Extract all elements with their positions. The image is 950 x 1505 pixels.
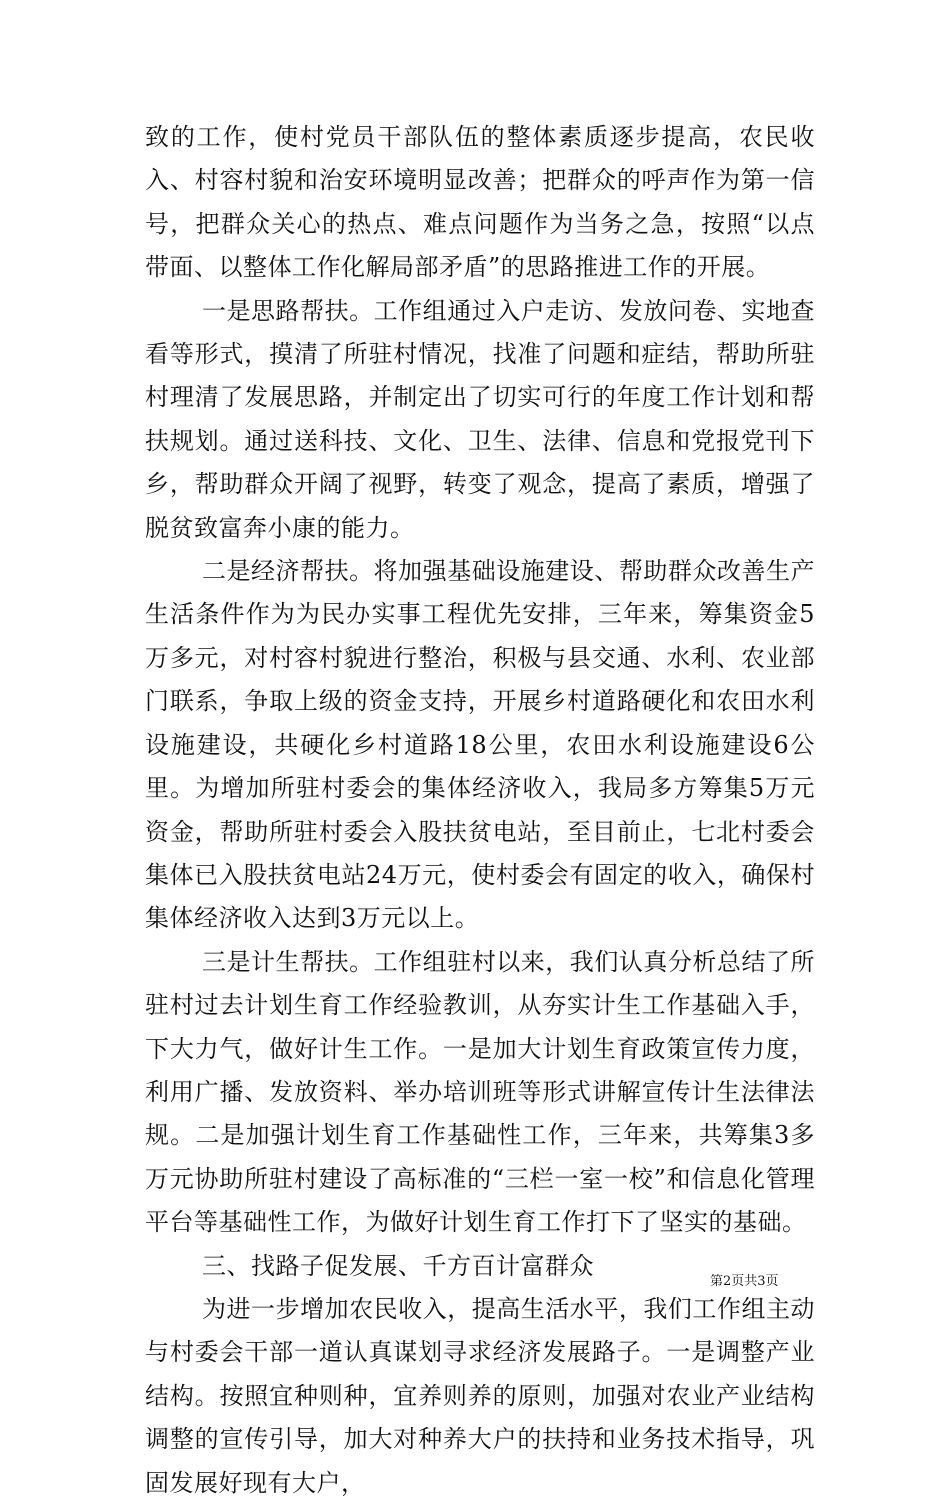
paragraph-thinking-support: 一是思路帮扶。工作组通过入户走访、发放问卷、实地查看等形式，摸清了所驻村情况，找准了问题和症结，帮助所驻村理清了发展思路，并制定出了切实可行的年度工作计划和帮扶规划。通过送科技、文化、卫生、法律、信息和党报党刊下乡，帮助群众开阔了视野，转变了观念，提高了素质，增强了脱贫致富奔小康的能力。 xyxy=(145,296,815,542)
paragraph-income-development: 为进一步增加农民收入，提高生活水平，我们工作组主动与村委会干部一道认真谋划寻求经济发展路子。一是调整产业结构。按照宜种则种，宜养则养的原则，加强对农业产业结构调整的宣传引导，加大对种养大户的扶持和业务技术指导，巩固发展好现有大户， xyxy=(145,1294,815,1497)
section-heading: 三、找路子促发展、千方百计富群众 xyxy=(202,1251,594,1280)
document-body xyxy=(145,116,815,1505)
paragraph-continuation: 致的工作，使村党员干部队伍的整体素质逐步提高，农民收入、村容村貌和治安环境明显改善；把群众的呼声作为第一信号，把群众关心的热点、难点问题作为当务之急，按照“以点带面、以整体工作化解局部矛盾”的思路推进工作的开展。 xyxy=(145,123,815,282)
paragraph-family-planning-support: 三是计生帮扶。工作组驻村以来，我们认真分析总结了所驻村过去计划生育工作经验教训，从夯实计生工作基础入手，下大力气，做好计生工作。一是加大计划生育政策宣传力度，利用广播、发放资料、举办培训班等形式讲解宣传计生法律法规。二是加强计划生育工作基础性工作，三年来，共筹集3多万元协助所驻村建设了高标准的“三栏一室一校”和信息化管理平台等基础性工作，为做好计划生育工作打下了坚实的基础。 xyxy=(145,947,815,1237)
page-number: 第2页共3页 xyxy=(710,1274,779,1289)
paragraph-economic-support: 二是经济帮扶。将加强基础设施建设、帮助群众改善生产生活条件作为为民办实事工程优先安排，三年来，筹集资金5万多元，对村容村貌进行整治，积极与县交通、水利、农业部门联系，争取上级的资金支持，开展乡村道路硬化和农田水利设施建设，共硬化乡村道路18公里，农田水利设施建设6公里。为增加所驻村委会的集体经济收入，我局多方筹集5万元资金，帮助所驻村委会入股扶贫电站，至目前止，七北村委会集体已入股扶贫电站24万元，使村委会有固定的收入，确保村集体经济收入达到3万元以上。 xyxy=(145,557,815,933)
